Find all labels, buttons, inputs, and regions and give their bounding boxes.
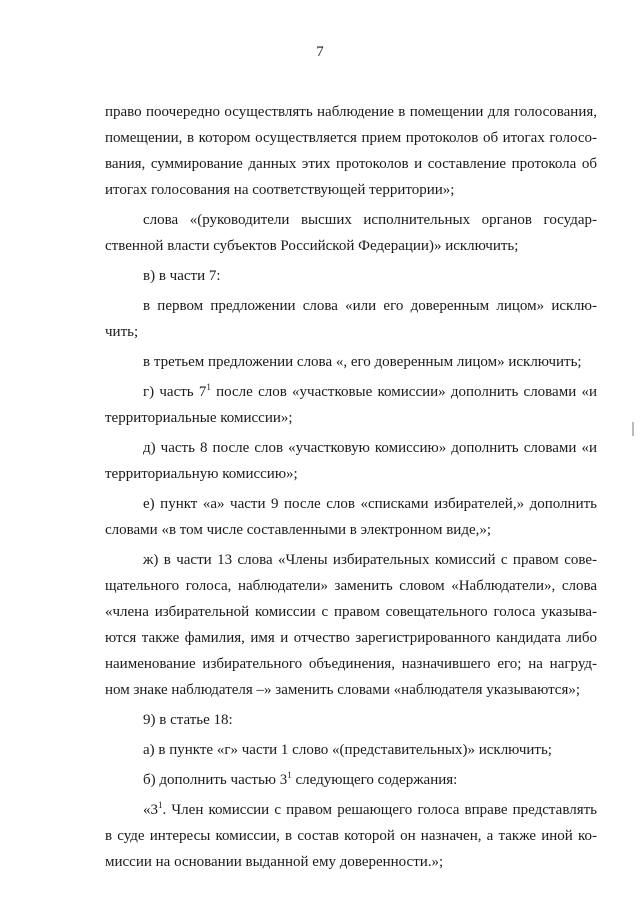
text-line: территориальную комиссию»; [105, 466, 298, 482]
text-line: помещении, в котором осуществляется прием протоколов об итогах голосо- [105, 130, 597, 146]
paragraph-item-g [105, 379, 597, 431]
text-line [105, 797, 597, 823]
text-fragment: г) часть 7 [143, 384, 207, 400]
text-line: щательного голоса, наблюдатели» заменить словом «Наблюдатели», слова [105, 578, 597, 594]
text-line: е) пункт «а» части 9 после слов «списками избирателей,» дополнить [143, 496, 597, 512]
text-line: ж) в части 13 слова «Члены избирательных комиссий с правом сове- [143, 552, 597, 568]
paragraph-item-d [105, 435, 597, 487]
text-line: ном знаке наблюдателя –» заменить словами «наблюдателя указываются»; [105, 682, 581, 698]
text-line: наименование избирательного объединения, назначившего его; на нагруд- [105, 656, 597, 672]
text-line: ются также фамилия, имя и отчество зарегистрированного кандидата либо [105, 630, 597, 646]
text-line: ственной власти субъектов Российской Федерации)» исключить; [105, 238, 519, 254]
text-fragment: следующего содержания: [291, 772, 458, 788]
scan-edge-mark [632, 422, 634, 436]
page-number: 7 [316, 44, 324, 60]
paragraph-words-executives [105, 207, 597, 259]
paragraph-third-sentence [105, 349, 597, 375]
text-line: территориальные комиссии»; [105, 410, 293, 426]
text-fragment: . Член комиссии с правом решающего голоса вправе представлять [162, 802, 597, 818]
paragraph-item-zh [105, 547, 597, 703]
text-line: миссии на основании выданной ему доверенности.»; [105, 854, 444, 870]
text-line: «члена избирательной комиссии с правом совещательного голоса указыва- [105, 604, 597, 620]
text-line: слова «(руководители высших исполнительных органов государ- [143, 212, 597, 228]
text-line: в третьем предложении слова «, его доверенным лицом» исключить; [143, 354, 582, 370]
text-line: в) в части 7: [143, 268, 221, 284]
text-line: словами «в том числе составленными в электронном виде,»; [105, 522, 492, 538]
text-fragment: «3 [143, 802, 158, 818]
text-line: в суде интересы комиссии, в состав которой он назначен, а также иной ко- [105, 828, 597, 844]
text-line: 9) в статье 18: [143, 712, 233, 728]
paragraph-first-sentence [105, 293, 597, 345]
paragraph-continuation [105, 99, 597, 203]
superscript: 1 [206, 382, 211, 392]
text-fragment: после слов «участковые комиссии» дополнить словами «и [210, 384, 598, 400]
superscript: 1 [287, 770, 292, 780]
paragraph-item-e [105, 491, 597, 543]
text-line [105, 767, 597, 793]
text-line: итогах голосования на соответствующей территории»; [105, 182, 455, 198]
paragraph-item-a [105, 737, 597, 763]
paragraph-article-18 [105, 707, 597, 733]
text-line: в первом предложении слова «или его доверенным лицом» исклю- [143, 298, 597, 314]
document-body [105, 99, 597, 875]
paragraph-quoted-part [105, 797, 597, 875]
text-line: чить; [105, 324, 139, 340]
text-line: право поочередно осуществлять наблюдение в помещении для голосования, [105, 104, 597, 120]
text-line: вания, суммирование данных этих протоколов и составление протокола об [105, 156, 597, 172]
text-fragment: б) дополнить частью 3 [143, 772, 288, 788]
text-line: д) часть 8 после слов «участковую комиссию» дополнить словами «и [143, 440, 597, 456]
superscript: 1 [158, 800, 163, 810]
paragraph-item-v [105, 263, 597, 289]
text-line [105, 379, 597, 405]
paragraph-item-b [105, 767, 597, 793]
text-line: а) в пункте «г» части 1 слово «(представительных)» исключить; [143, 742, 552, 758]
